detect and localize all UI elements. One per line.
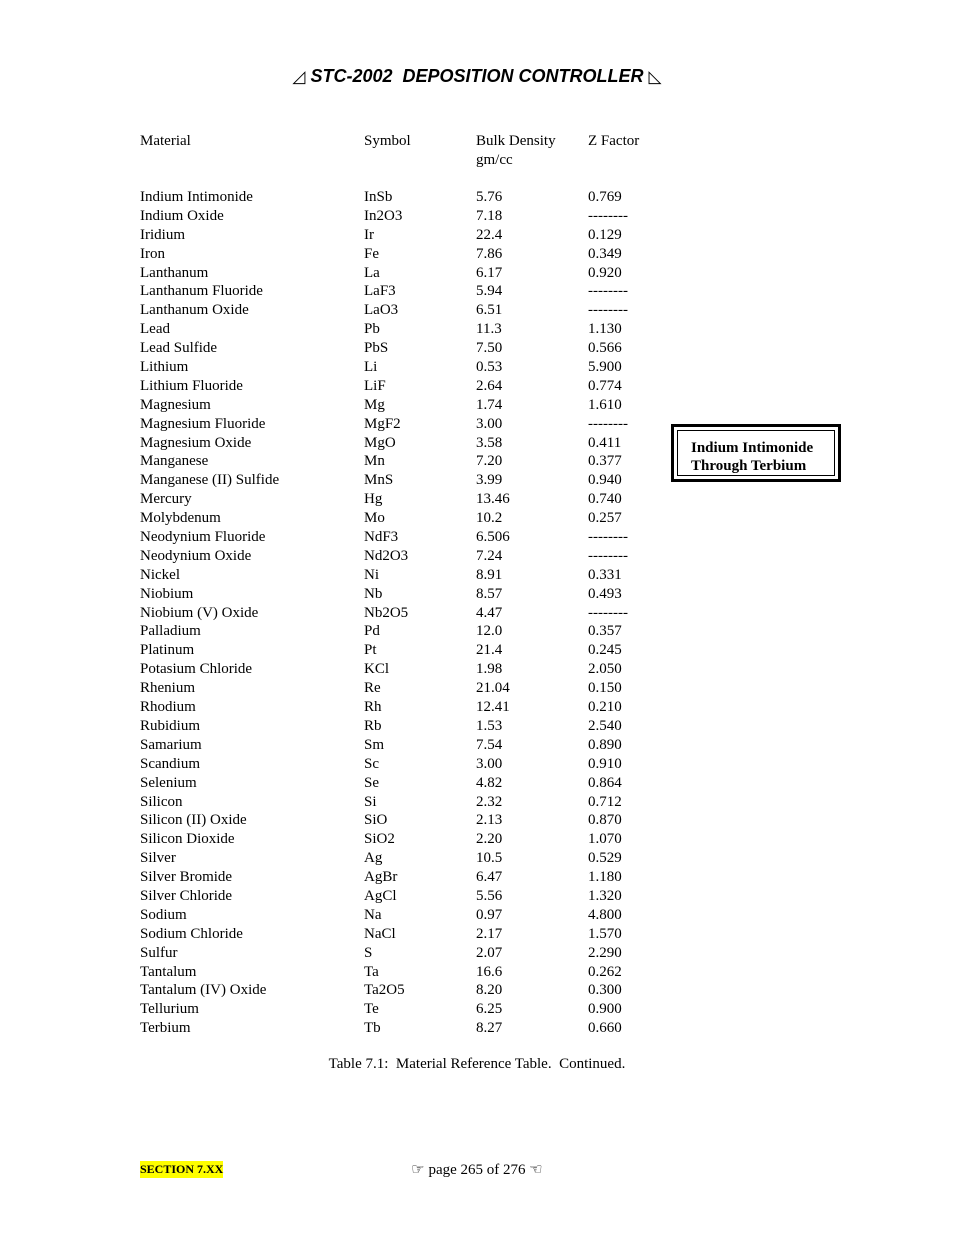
density-cell: 6.25 <box>476 1001 503 1018</box>
symbol-cell: Ir <box>364 226 374 243</box>
symbol-cell: SiO <box>364 812 388 829</box>
material-cell: Neodynium Fluoride <box>140 529 266 546</box>
material-cell: Palladium <box>140 623 201 640</box>
table-row <box>0 679 954 698</box>
z-factor-cell: 0.566 <box>588 340 622 357</box>
material-cell: Mercury <box>140 491 192 508</box>
table-row <box>0 830 954 849</box>
density-cell: 6.17 <box>476 264 503 281</box>
z-factor-cell: 0.740 <box>588 491 622 508</box>
density-cell: 6.506 <box>476 529 510 546</box>
table-row <box>0 320 954 339</box>
density-cell: 8.27 <box>476 1020 503 1037</box>
density-cell: 22.4 <box>476 226 503 243</box>
density-cell: 6.47 <box>476 869 503 886</box>
density-cell: 13.46 <box>476 491 510 508</box>
density-cell: 8.91 <box>476 566 503 583</box>
density-cell: 4.82 <box>476 774 503 791</box>
symbol-cell: KCl <box>364 661 390 678</box>
z-factor-cell: 0.262 <box>588 963 622 980</box>
page-number <box>0 1160 954 1179</box>
symbol-cell: Ni <box>364 566 379 583</box>
z-factor-cell: 0.493 <box>588 585 622 602</box>
table-row <box>0 207 954 226</box>
density-cell: 4.47 <box>476 604 503 621</box>
table-row <box>0 245 954 264</box>
range-callout-box <box>671 424 841 482</box>
symbol-cell: Rh <box>364 699 382 716</box>
table-row <box>0 774 954 793</box>
symbol-cell: PbS <box>364 340 389 357</box>
material-cell: Rhodium <box>140 699 196 716</box>
table-row <box>0 604 954 623</box>
table-row <box>0 849 954 868</box>
table-row <box>0 226 954 245</box>
table-row <box>0 528 954 547</box>
z-factor-cell: 2.290 <box>588 944 622 961</box>
density-cell: 7.54 <box>476 736 503 753</box>
symbol-cell: LaO3 <box>364 302 399 319</box>
symbol-cell: Sc <box>364 755 379 772</box>
symbol-cell: Sm <box>364 736 385 753</box>
density-cell: 0.97 <box>476 906 503 923</box>
z-factor-cell: 0.660 <box>588 1020 622 1037</box>
symbol-cell: Nb <box>364 585 383 602</box>
material-cell: Indium Oxide <box>140 207 224 224</box>
table-row <box>0 887 954 906</box>
density-cell: 5.76 <box>476 189 503 205</box>
column-header-z-factor: Z Factor <box>588 133 640 149</box>
material-table-body <box>0 188 954 1038</box>
material-cell: Lanthanum <box>140 264 209 281</box>
column-header-bulk-density <box>476 132 556 170</box>
density-cell: 16.6 <box>476 963 503 980</box>
left-triangle-icon: ◿ <box>292 67 306 86</box>
material-cell: Magnesium Fluoride <box>140 415 266 432</box>
density-cell: 2.07 <box>476 944 503 961</box>
material-cell: Iron <box>140 245 165 262</box>
material-cell: Potasium Chloride <box>140 661 253 678</box>
material-cell: Tellurium <box>140 1001 199 1018</box>
density-cell: 11.3 <box>476 321 502 338</box>
z-factor-cell: 0.940 <box>588 472 622 489</box>
material-cell: Lithium <box>140 359 189 376</box>
table-row <box>0 963 954 982</box>
table-row <box>0 622 954 641</box>
density-cell: 5.56 <box>476 887 503 904</box>
symbol-cell: Rb <box>364 717 382 734</box>
z-factor-cell: -------- <box>588 529 628 546</box>
material-cell: Manganese (II) Sulfide <box>140 472 280 489</box>
table-row <box>0 396 954 415</box>
material-cell: Iridium <box>140 226 185 243</box>
table-row <box>0 755 954 774</box>
symbol-cell: Mo <box>364 510 385 527</box>
bulk-density-unit: gm/cc <box>476 152 513 168</box>
material-cell: Terbium <box>140 1020 191 1037</box>
table-row <box>0 1000 954 1019</box>
material-cell: Platinum <box>140 642 195 659</box>
density-cell: 10.5 <box>476 850 503 867</box>
material-cell: Silicon (II) Oxide <box>140 812 247 829</box>
material-cell: Lanthanum Oxide <box>140 302 249 319</box>
material-cell: Lead Sulfide <box>140 340 218 357</box>
material-cell: Indium Intimonide <box>140 189 253 205</box>
symbol-cell: InSb <box>364 189 393 205</box>
material-cell: Magnesium Oxide <box>140 434 252 451</box>
density-cell: 7.50 <box>476 340 503 357</box>
density-cell: 7.18 <box>476 207 503 224</box>
symbol-cell: Nd2O3 <box>364 547 409 564</box>
z-factor-cell: 0.349 <box>588 245 622 262</box>
density-cell: 1.98 <box>476 661 503 678</box>
density-cell: 12.41 <box>476 699 510 716</box>
table-row <box>0 1019 954 1038</box>
symbol-cell: Mg <box>364 396 385 413</box>
symbol-cell: In2O3 <box>364 207 403 224</box>
z-factor-cell: 0.300 <box>588 982 622 999</box>
symbol-cell: LaF3 <box>364 283 396 300</box>
density-cell: 2.17 <box>476 925 503 942</box>
z-factor-cell: -------- <box>588 604 628 621</box>
material-cell: Sodium <box>140 906 187 923</box>
z-factor-cell: 0.864 <box>588 774 622 791</box>
symbol-cell: S <box>364 944 373 961</box>
pointing-right-hand-icon: ☞ <box>411 1160 425 1178</box>
symbol-cell: Hg <box>364 491 383 508</box>
table-row <box>0 717 954 736</box>
material-cell: Selenium <box>140 774 197 791</box>
material-cell: Neodynium Oxide <box>140 547 252 564</box>
symbol-cell: Na <box>364 906 382 923</box>
table-row <box>0 282 954 301</box>
material-cell: Molybdenum <box>140 510 221 527</box>
material-cell: Magnesium <box>140 396 211 413</box>
density-cell: 3.00 <box>476 415 503 432</box>
density-cell: 7.86 <box>476 245 503 262</box>
material-cell: Tantalum <box>140 963 197 980</box>
material-cell: Scandium <box>140 755 200 772</box>
right-triangle-icon: ◺ <box>648 67 662 86</box>
table-row <box>0 566 954 585</box>
z-factor-cell: -------- <box>588 207 628 224</box>
z-factor-cell: -------- <box>588 415 628 432</box>
material-cell: Niobium <box>140 585 194 602</box>
table-row <box>0 641 954 660</box>
document-title: STC-2002 DEPOSITION CONTROLLER <box>310 66 644 86</box>
section-label: SECTION 7.XX <box>140 1162 224 1176</box>
z-factor-cell: 0.712 <box>588 793 622 810</box>
z-factor-cell: 0.210 <box>588 699 622 716</box>
z-factor-cell: 0.529 <box>588 850 622 867</box>
symbol-cell: La <box>364 264 380 281</box>
density-cell: 8.20 <box>476 982 503 999</box>
density-cell: 3.58 <box>476 434 503 451</box>
material-cell: Samarium <box>140 736 202 753</box>
symbol-cell: LiF <box>364 377 386 394</box>
symbol-cell: MnS <box>364 472 394 489</box>
symbol-cell: MgO <box>364 434 396 451</box>
symbol-cell: Fe <box>364 245 379 262</box>
table-row <box>0 301 954 320</box>
z-factor-cell: 0.890 <box>588 736 622 753</box>
material-cell: Lead <box>140 321 170 338</box>
symbol-cell: AgCl <box>364 887 397 904</box>
table-row <box>0 906 954 925</box>
density-cell: 2.64 <box>476 377 503 394</box>
z-factor-cell: 1.180 <box>588 869 622 886</box>
symbol-cell: Nb2O5 <box>364 604 409 621</box>
z-factor-cell: -------- <box>588 283 628 300</box>
z-factor-cell: 0.774 <box>588 377 622 394</box>
z-factor-cell: 1.570 <box>588 925 622 942</box>
density-cell: 1.53 <box>476 717 503 734</box>
density-cell: 2.32 <box>476 793 503 810</box>
z-factor-cell: 1.130 <box>588 321 622 338</box>
material-cell: Silver <box>140 850 176 867</box>
table-row <box>0 339 954 358</box>
symbol-cell: Ta2O5 <box>364 982 405 999</box>
material-cell: Silicon Dioxide <box>140 831 235 848</box>
table-row <box>0 547 954 566</box>
z-factor-cell: 0.357 <box>588 623 622 640</box>
material-cell: Sodium Chloride <box>140 925 243 942</box>
symbol-cell: NdF3 <box>364 529 399 546</box>
z-factor-cell: 1.070 <box>588 831 622 848</box>
symbol-cell: SiO2 <box>364 831 395 848</box>
z-factor-cell: 1.320 <box>588 887 622 904</box>
density-cell: 3.00 <box>476 755 503 772</box>
page-number-text: page 265 of 276 <box>428 1162 526 1178</box>
material-cell: Manganese <box>140 453 209 470</box>
z-factor-cell: 5.900 <box>588 359 622 376</box>
callout-line-2: Through Terbium <box>691 458 807 474</box>
symbol-cell: MgF2 <box>364 415 401 432</box>
material-cell: Lithium Fluoride <box>140 377 243 394</box>
density-cell: 1.74 <box>476 396 503 413</box>
density-cell: 6.51 <box>476 302 503 319</box>
material-cell: Silicon <box>140 793 183 810</box>
symbol-cell: Se <box>364 774 379 791</box>
table-row <box>0 264 954 283</box>
table-row <box>0 736 954 755</box>
z-factor-cell: 0.331 <box>588 566 622 583</box>
z-factor-cell: 0.870 <box>588 812 622 829</box>
density-cell: 10.2 <box>476 510 503 527</box>
density-cell: 21.04 <box>476 680 510 697</box>
symbol-cell: Li <box>364 359 378 376</box>
callout-line-1: Indium Intimonide <box>691 440 814 456</box>
table-row <box>0 585 954 604</box>
table-row <box>0 811 954 830</box>
symbol-cell: Tb <box>364 1020 381 1037</box>
symbol-cell: Re <box>364 680 381 697</box>
table-row <box>0 698 954 717</box>
density-cell: 3.99 <box>476 472 503 489</box>
z-factor-cell: 2.540 <box>588 717 622 734</box>
table-row <box>0 793 954 812</box>
range-callout-inner <box>677 430 835 476</box>
z-factor-cell: 0.900 <box>588 1001 622 1018</box>
material-cell: Rubidium <box>140 717 201 734</box>
table-row <box>0 944 954 963</box>
material-cell: Nickel <box>140 566 180 583</box>
symbol-cell: Pt <box>364 642 377 659</box>
material-cell: Tantalum (IV) Oxide <box>140 982 267 999</box>
z-factor-cell: 0.910 <box>588 755 622 772</box>
material-cell: Sulfur <box>140 944 178 961</box>
density-cell: 0.53 <box>476 359 503 376</box>
density-cell: 8.57 <box>476 585 503 602</box>
symbol-cell: Ta <box>364 963 379 980</box>
column-header-material: Material <box>140 133 191 149</box>
z-factor-cell: 0.150 <box>588 680 622 697</box>
z-factor-cell: 0.411 <box>588 434 622 451</box>
material-cell: Niobium (V) Oxide <box>140 604 259 621</box>
symbol-cell: Pd <box>364 623 380 640</box>
bulk-density-label: Bulk Density <box>476 133 556 149</box>
table-row <box>0 509 954 528</box>
material-cell: Silver Chloride <box>140 887 233 904</box>
z-factor-cell: 0.129 <box>588 226 622 243</box>
page-header <box>0 66 954 87</box>
symbol-cell: Ag <box>364 850 383 867</box>
table-row <box>0 188 954 207</box>
z-factor-cell: 0.257 <box>588 510 622 527</box>
density-cell: 2.13 <box>476 812 503 829</box>
table-row <box>0 925 954 944</box>
material-cell: Lanthanum Fluoride <box>140 283 263 300</box>
table-row <box>0 981 954 1000</box>
z-factor-cell: 0.920 <box>588 264 622 281</box>
table-caption: Table 7.1: Material Reference Table. Continued. <box>328 1056 626 1072</box>
z-factor-cell: 0.377 <box>588 453 622 470</box>
table-row <box>0 490 954 509</box>
material-cell: Silver Bromide <box>140 869 233 886</box>
table-row <box>0 358 954 377</box>
z-factor-cell: 2.050 <box>588 661 622 678</box>
symbol-cell: Te <box>364 1001 379 1018</box>
z-factor-cell: 1.610 <box>588 396 622 413</box>
density-cell: 2.20 <box>476 831 503 848</box>
symbol-cell: AgBr <box>364 869 398 886</box>
density-cell: 21.4 <box>476 642 503 659</box>
density-cell: 7.20 <box>476 453 503 470</box>
density-cell: 12.0 <box>476 623 503 640</box>
z-factor-cell: -------- <box>588 547 628 564</box>
density-cell: 7.24 <box>476 547 503 564</box>
z-factor-cell: -------- <box>588 302 628 319</box>
column-header-symbol: Symbol <box>364 133 411 149</box>
table-row <box>0 868 954 887</box>
z-factor-cell: 0.769 <box>588 189 622 205</box>
table-row <box>0 660 954 679</box>
density-cell: 5.94 <box>476 283 503 300</box>
symbol-cell: Mn <box>364 453 385 470</box>
symbol-cell: NaCl <box>364 925 396 942</box>
table-row <box>0 377 954 396</box>
symbol-cell: Pb <box>364 321 380 338</box>
z-factor-cell: 0.245 <box>588 642 622 659</box>
pointing-left-hand-icon: ☜ <box>529 1160 543 1178</box>
z-factor-cell: 4.800 <box>588 906 622 923</box>
material-cell: Rhenium <box>140 680 195 697</box>
symbol-cell: Si <box>364 793 377 810</box>
